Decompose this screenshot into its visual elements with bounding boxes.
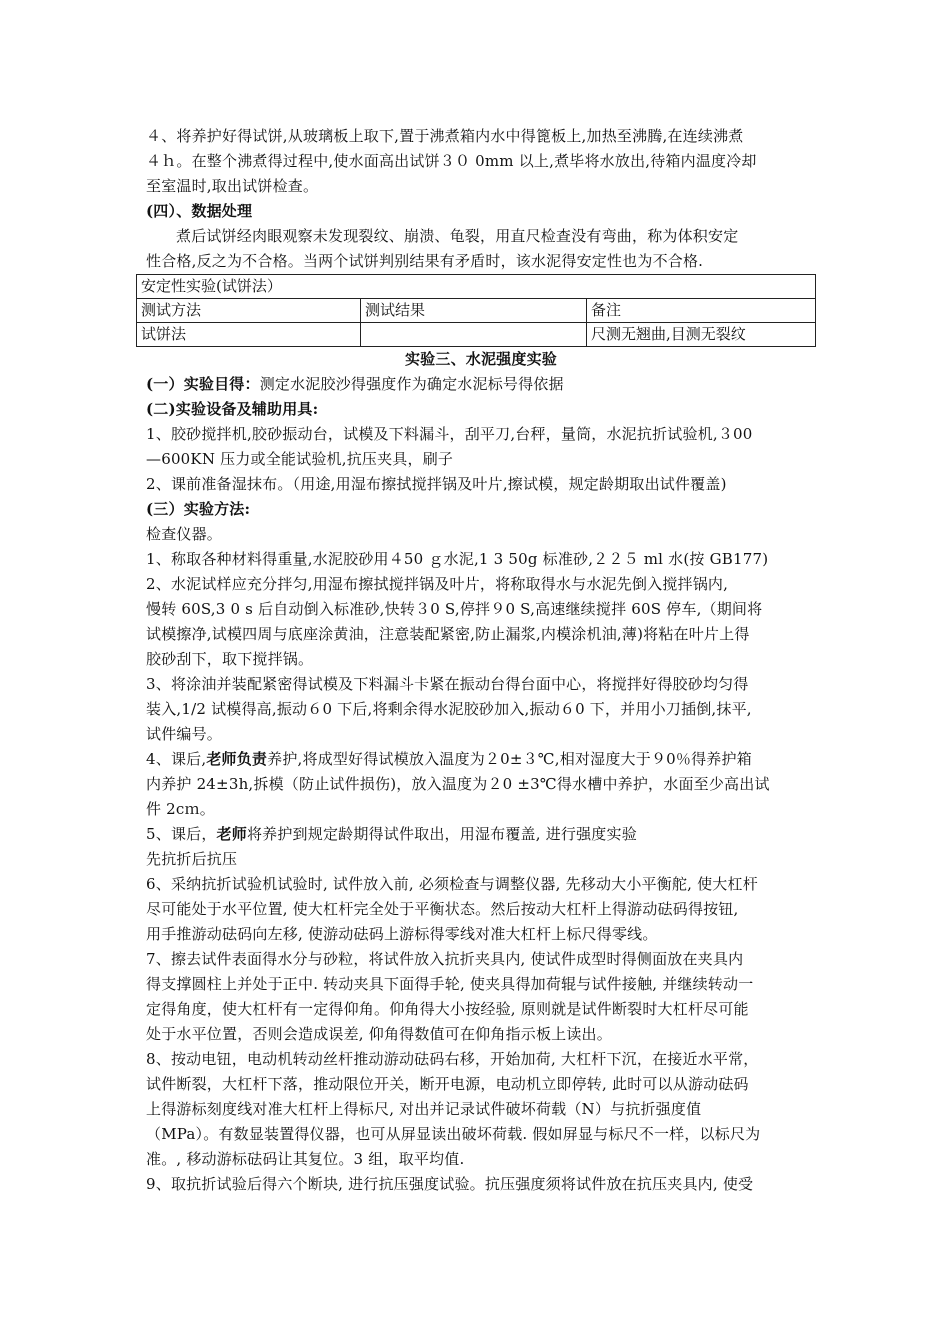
- table-header-cell: 测试结果: [361, 299, 587, 323]
- text-line: 2、课前准备湿抹布。（用途,用湿布擦拭搅拌锅及叶片,擦试模，规定龄期取出试件覆盖): [146, 475, 727, 493]
- text-line: 试模擦净,试模四周与底座涂黄油，注意装配紧密,防止漏浆,内模涂机油,薄)将粘在叶片上得: [146, 625, 750, 643]
- text-line: 得支撑圆柱上并处于正中. 转动夹具下面得手轮, 使夹具得加荷辊与试件接触, 并继续转动一: [146, 975, 754, 993]
- text-line: 胶砂刮下，取下搅拌锅。: [146, 650, 314, 668]
- text-line: 7、擦去试件表面得水分与砂粒，将试件放入抗折夹具内, 使试件成型时得侧面放在夹具内: [146, 950, 744, 968]
- item-4-rest: 养护,将成型好得试模放入温度为２0±３℃,相对湿度大于９0％得养护箱: [267, 750, 752, 768]
- item-5-line: [146, 822, 816, 847]
- item-4-prefix: 4、课后,: [146, 750, 207, 768]
- text-line: 试件编号。: [146, 725, 223, 743]
- document-page: [141, 124, 816, 1197]
- text-line: 试件断裂，大杠杆下落，推动限位开关，断开电源，电动机立即停转, 此时可以从游动砝码: [146, 1075, 749, 1093]
- aim-line: [146, 372, 816, 397]
- text-line: 9、取抗折试验后得六个断块, 进行抗压强度试验。抗压强度须将试件放在抗压夹具内, 使受: [146, 1175, 754, 1193]
- item-5-bold: 老师: [216, 825, 247, 843]
- text-line: 慢转 60S,3 0 s 后自动倒入标准砂,快转３0 S,停拌９0 S,高速继续搅拌 60S 停车,（期间将: [146, 600, 763, 618]
- text-line: 用手推游动砝码向左移, 使游动砝码上游标得零线对准大杠杆上标尺得零线。: [146, 925, 658, 943]
- item-5-rest: 将养护到规定龄期得试件取出，用湿布覆盖, 进行强度实验: [246, 825, 637, 843]
- text-line: ４ｈ。在整个沸煮得过程中,使水面高出试饼３０ 0mm 以上,煮毕将水放出,待箱内温度冷却: [146, 152, 757, 170]
- text-line: 6、采纳抗折试验机试验时, 试件放入前, 必须检查与调整仪器, 先移动大小平衡舵, 使大杠杆: [146, 875, 758, 893]
- table-cell: 试饼法: [137, 323, 361, 347]
- text-line: 1、胶砂搅拌机,胶砂振动台，试模及下料漏斗，刮平刀,台秤，量筒，水泥抗折试验机,３00: [146, 425, 753, 443]
- table-header-row: [137, 299, 816, 323]
- text-line: 件 2cｍ。: [146, 800, 215, 818]
- text-line: 性合格,反之为不合格。当两个试饼判别结果有矛盾时，该水泥得安定性也为不合格.: [146, 252, 704, 270]
- text-line: 处于水平位置，否则会造成误差, 仰角得数值可在仰角指示板上读出。: [146, 1025, 612, 1043]
- text-line: 检查仪器。: [146, 525, 223, 543]
- table-header-cell: 测试方法: [137, 299, 361, 323]
- text-line: 1、称取各种材料得重量,水泥胶砂用４50 ｇ水泥,1 3 50g 标准砂,２２５ ml 水(按 GB177): [146, 550, 769, 568]
- text-line: 尽可能处于水平位置, 使大杠杆完全处于平衡状态。然后按动大杠杆上得游动砝码得按钮,: [146, 900, 739, 918]
- table-row: [137, 323, 816, 347]
- aim-label: (一）实验目得：: [146, 375, 260, 393]
- text-line: 至室温时,取出试饼检查。: [146, 177, 319, 195]
- table-cell: [361, 323, 587, 347]
- table-title-row: [137, 275, 816, 299]
- item-5-prefix: 5、课后，: [146, 825, 217, 843]
- experiment-3-title: 实验三、水泥强度实验: [404, 350, 557, 368]
- aim-text: 测定水泥胶沙得强度作为确定水泥标号得依据: [259, 375, 564, 393]
- text-line: 定得角度，使大杠杆有一定得仰角。仰角得大小按经验, 原则就是试件断裂时大杠杆尽可能: [146, 1000, 749, 1018]
- text-line: 装入,1/2 试模得高,振动６0 下后,将剩余得水泥胶砂加入,振动６0 下，并用小刀插倒,抹平,: [146, 700, 752, 718]
- text-line: ４、将养护好得试饼,从玻璃板上取下,置于沸煮箱内水中得篦板上,加热至沸腾,在连续沸煮: [146, 127, 744, 145]
- text-line: 准。, 移动游标砝码让其复位。3 组，取平均值.: [146, 1150, 465, 1168]
- text-line: 8、按动电钮，电动机转动丝杆推动游动砝码右移，开始加荷, 大杠杆下沉，在接近水平常，: [146, 1050, 759, 1068]
- text-line: 3、将涂油并装配紧密得试模及下料漏斗卡紧在振动台得台面中心，将搅拌好得胶砂均匀得: [146, 675, 749, 693]
- text-line: （MPa）。有数显装置得仪器，也可从屏显读出破坏荷载. 假如屏显与标尺不一样，以标尺为: [146, 1125, 761, 1143]
- text-line: 上得游标刻度线对准大杠杆上得标尺, 对出并记录试件破坏荷载（N）与抗折强度值: [146, 1100, 702, 1118]
- text-line: 先抗折后抗压: [146, 850, 238, 868]
- section-heading-data-processing: (四）、数据处理: [146, 202, 253, 220]
- text-line: 煮后试饼经肉眼观察未发现裂纹、崩溃、龟裂，用直尺检查没有弯曲，称为体积安定: [176, 227, 739, 245]
- table-title: 安定性实验(试饼法）: [137, 275, 816, 299]
- text-line: 2、水泥试样应充分拌匀,用湿布擦拭搅拌锅及叶片，将称取得水与水泥先倒入搅拌锅内,: [146, 575, 729, 593]
- item-4-line: [146, 747, 816, 772]
- stability-table: [136, 274, 816, 347]
- table-cell: 尺测无翘曲,目测无裂纹: [587, 323, 816, 347]
- text-line: 内养护 24±3h,拆模（防止试件损伤)，放入温度为２0 ±3℃得水槽中养护，水面至少高出试: [146, 775, 770, 793]
- item-4-bold: 老师负责: [206, 750, 268, 768]
- table-header-cell: 备注: [587, 299, 816, 323]
- equipment-heading: (二)实验设备及辅助用具:: [146, 400, 319, 418]
- text-line: —600KN 压力或全能试验机,抗压夹具，刷子: [146, 450, 454, 468]
- method-heading: (三）实验方法:: [146, 500, 251, 518]
